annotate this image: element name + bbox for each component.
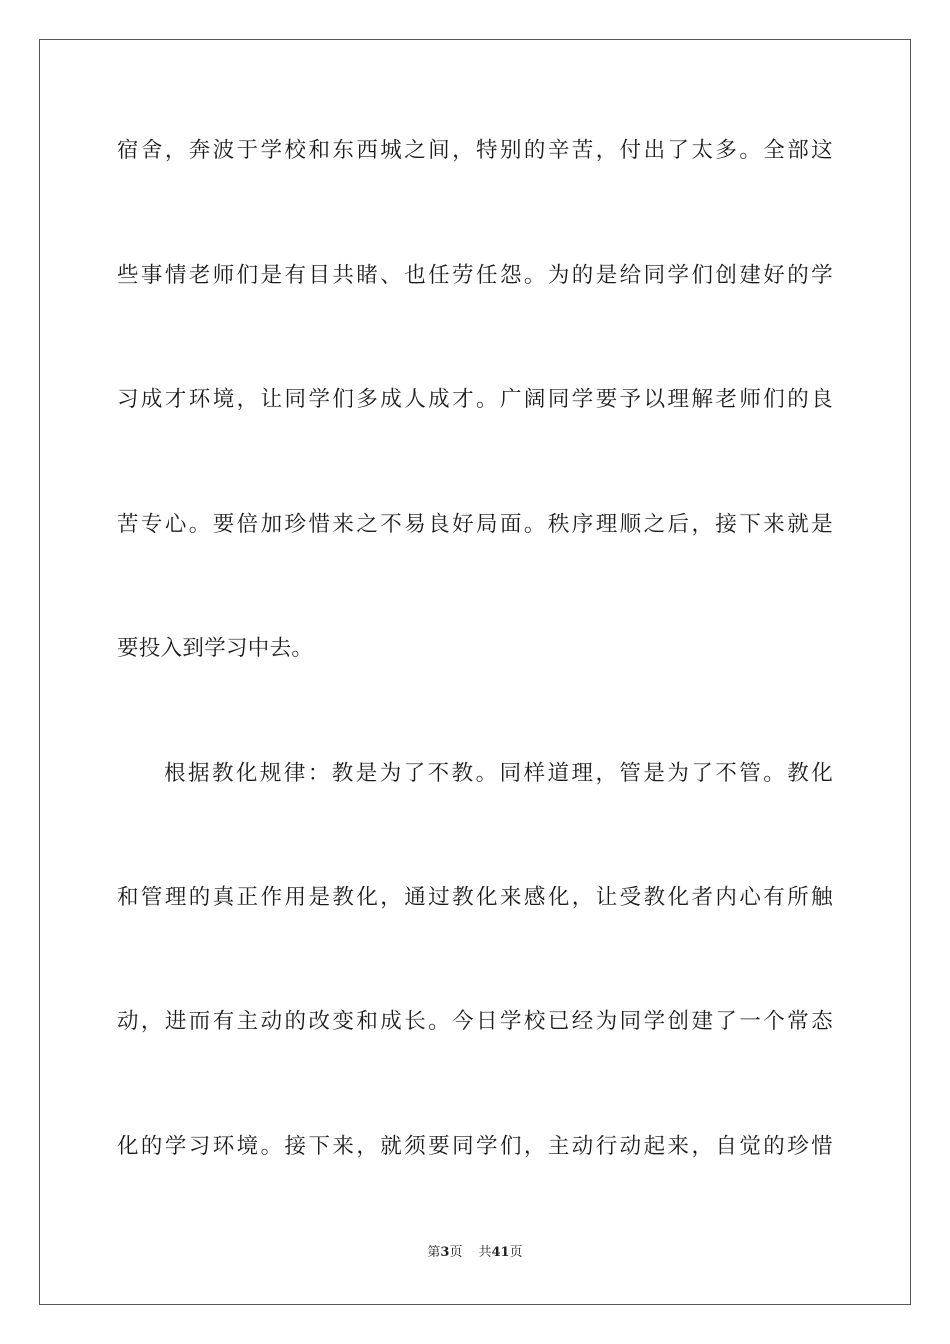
text-line-7: 和管理的真正作用是教化，通过教化来感化，让受教化者内心有所触 (117, 885, 833, 910)
page-indicator: 第3页 (427, 1245, 463, 1260)
text-line-5: 要投入到学习中去。 (117, 636, 314, 661)
page-footer (0, 1244, 950, 1262)
text-line-2: 些事情老师们是有目共睹、也任劳任怨。为的是给同学们创建好的学 (117, 263, 833, 288)
text-line-9: 化的学习环境。接下来，就须要同学们，主动行动起来，自觉的珍惜 (117, 1134, 833, 1159)
text-line-4: 苦专心。要倍加珍惜来之不易良好局面。秩序理顺之后，接下来就是 (117, 512, 833, 537)
page-border (39, 39, 911, 1305)
paragraph-start-line: 根据教化规律：教是为了不教。同样道理，管是为了不管。教化 (164, 761, 833, 786)
total-pages-indicator: 共41页 (478, 1245, 523, 1260)
text-line-3: 习成才环境，让同学们多成人成才。广阔同学要予以理解老师们的良 (117, 387, 833, 412)
text-line-1: 宿舍，奔波于学校和东西城之间，特别的辛苦，付出了太多。全部这 (117, 138, 833, 163)
text-line-8: 动，进而有主动的改变和成长。今日学校已经为同学创建了一个常态 (117, 1009, 833, 1034)
